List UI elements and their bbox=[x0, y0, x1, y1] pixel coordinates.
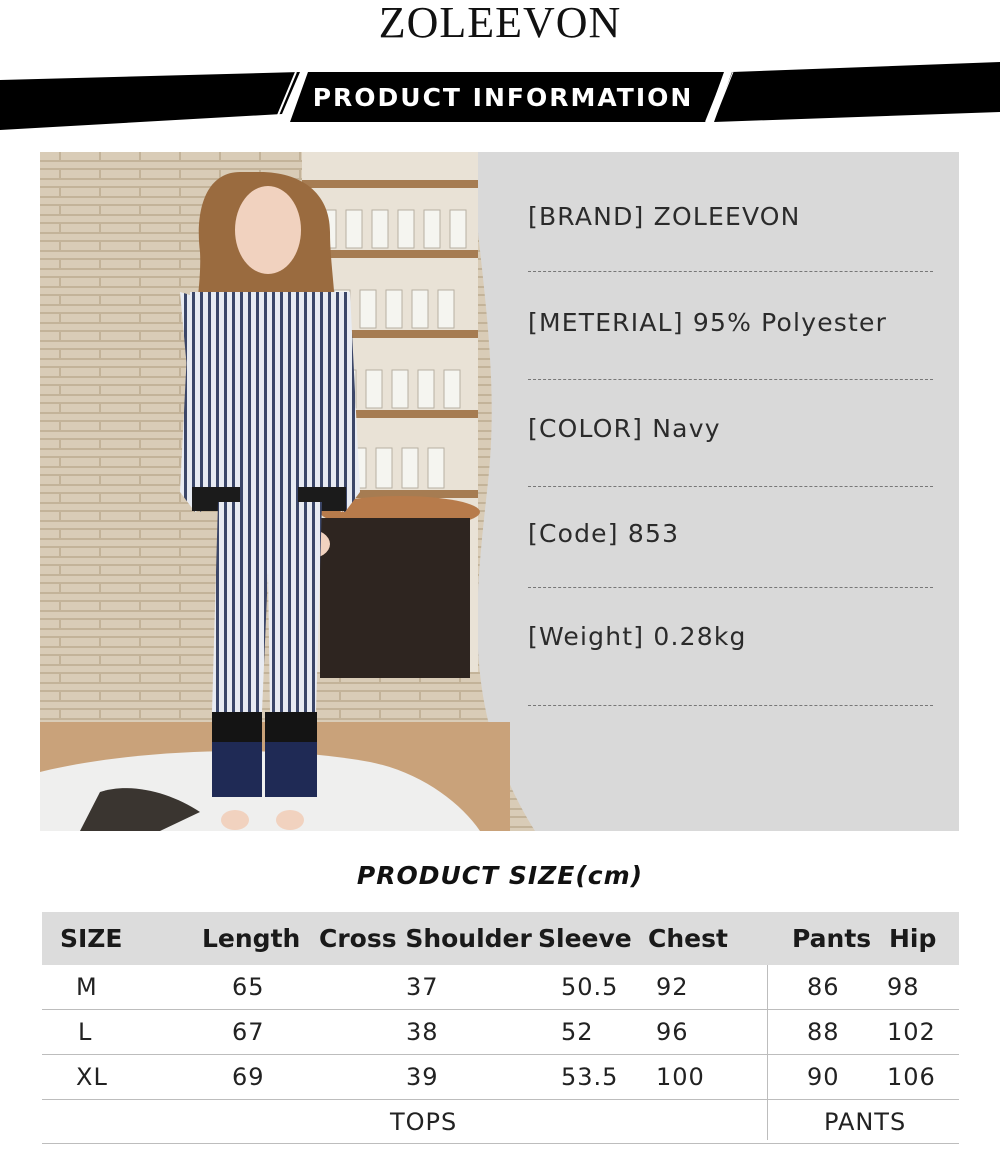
cell-cross-shoulder: 38 bbox=[406, 1018, 439, 1046]
header-cross-shoulder: Cross Shoulder bbox=[319, 924, 532, 953]
brand-logo: ZOLEEVON bbox=[378, 0, 622, 47]
info-row-color bbox=[528, 380, 933, 487]
cell-sleeve: 52 bbox=[561, 1018, 594, 1046]
cell-length: 69 bbox=[232, 1063, 265, 1091]
cell-sleeve: 53.5 bbox=[561, 1063, 619, 1091]
cell-cross-shoulder: 39 bbox=[406, 1063, 439, 1091]
info-color: [COLOR] Navy bbox=[528, 414, 721, 443]
cell-sleeve: 50.5 bbox=[561, 973, 619, 1001]
table-row bbox=[42, 1055, 959, 1100]
product-info-list bbox=[528, 182, 933, 706]
footer-pants: PANTS bbox=[824, 1107, 907, 1136]
cell-chest: 92 bbox=[656, 973, 689, 1001]
cell-cross-shoulder: 37 bbox=[406, 973, 439, 1001]
cell-size: M bbox=[76, 973, 98, 1001]
product-information-banner bbox=[0, 58, 1000, 138]
cell-size: L bbox=[78, 1018, 93, 1046]
header-chest: Chest bbox=[648, 924, 728, 953]
info-code: [Code] 853 bbox=[528, 519, 680, 548]
cell-chest: 96 bbox=[656, 1018, 689, 1046]
product-info-panel bbox=[40, 152, 959, 831]
cell-hip: 102 bbox=[887, 1018, 936, 1046]
info-row-brand bbox=[528, 182, 933, 272]
table-row bbox=[42, 965, 959, 1010]
cell-pants: 88 bbox=[807, 1018, 840, 1046]
size-chart-title: PRODUCT SIZE(cm) bbox=[356, 861, 644, 890]
info-weight: [Weight] 0.28kg bbox=[528, 622, 747, 651]
size-chart-table bbox=[42, 912, 959, 1144]
header-pants: Pants bbox=[792, 924, 872, 953]
cell-length: 65 bbox=[232, 973, 265, 1001]
size-chart-footer bbox=[42, 1100, 959, 1144]
info-row-code bbox=[528, 487, 933, 588]
table-row bbox=[42, 1010, 959, 1055]
size-chart-header bbox=[42, 912, 959, 965]
header-length: Length bbox=[202, 924, 301, 953]
footer-tops: TOPS bbox=[390, 1107, 458, 1136]
info-row-material bbox=[528, 272, 933, 380]
header-sleeve: Sleeve bbox=[538, 924, 632, 953]
cell-hip: 98 bbox=[887, 973, 920, 1001]
cell-size: XL bbox=[76, 1063, 108, 1091]
cell-pants: 90 bbox=[807, 1063, 840, 1091]
banner-title: PRODUCT INFORMATION bbox=[312, 83, 694, 112]
cell-chest: 100 bbox=[656, 1063, 705, 1091]
info-row-weight bbox=[528, 588, 933, 706]
cell-pants: 86 bbox=[807, 973, 840, 1001]
header-size: SIZE bbox=[60, 924, 123, 953]
cell-hip: 106 bbox=[887, 1063, 936, 1091]
header-hip: Hip bbox=[889, 924, 937, 953]
info-brand: [BRAND] ZOLEEVON bbox=[528, 202, 801, 231]
info-material: [METERIAL] 95% Polyester bbox=[528, 308, 888, 337]
cell-length: 67 bbox=[232, 1018, 265, 1046]
